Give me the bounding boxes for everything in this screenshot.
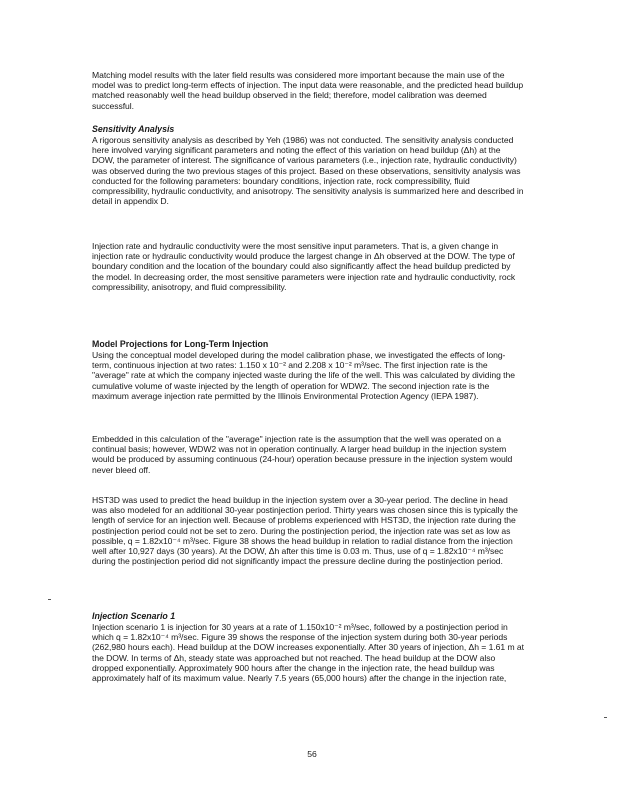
paragraph-injection-rates: Using the conceptual model developed during the model calibration phase, we investigated the effects of long-term, continuous injection at two rates: 1.150 x 10⁻² and 2.208 x 10⁻² m³/sec. The first injection rate is the "average" rate at which the company injected waste during the life of the well. This was calculated by dividing the cumulative volume of waste injected by the length of operation for WDW2. The second injection rate is the maximum average injection rate permitted by the Illinois Environmental Protection Agency (IEPA 1987). xyxy=(92,350,515,401)
paragraph-scenario-1: Injection scenario 1 is injection for 30 years at a rate of 1.150x10⁻² m³/sec, followed by a postinjection period in which q = 1.82x10⁻⁴ m³/sec. Figure 39 shows the response of the injection system during both 30-year periods (262,980 hours each). Head buildup at the DOW increases exponentially. After 30 years of injection, Δh = 1.61 m at the DOW. In terms of Δh, steady state was approached but not reached. The head buildup at the DOW also dropped exponentially. Approximately 900 hours after the change in the injection rate, the head buildup was approximately half of its maximum value. Nearly 7.5 years (65,000 hours) after the change in the injection rate, xyxy=(92,622,524,684)
scan-margin-mark xyxy=(48,599,51,600)
paragraph-average-rate-assumption: Embedded in this calculation of the "average" injection rate is the assumption that the well was operated on a continual basis; however, WDW2 was not in operation continually. A larger head buildup in the injection system would be produced by assuming continuous (24-hour) operation because pressure in the injection system would never bleed off. xyxy=(92,434,513,475)
scan-margin-mark xyxy=(604,717,607,718)
heading-model-projections: Model Projections for Long-Term Injection xyxy=(92,339,269,349)
paragraph-sensitivity-method: A rigorous sensitivity analysis as described by Yeh (1986) was not conducted. The sensitivity analysis conducted here involved varying significant parameters and noting the effect of this variation on head buildup (Δh) at the DOW, the parameter of interest. The significance of various parameters (i.e., injection rate, hydraulic conductivity) was observed during the two previous stages of this project. Based on these observations, sensitivity analysis was conducted for the following parameters: boundary conditions, injection rate, rock compressibility, fluid compressibility, hydraulic conductivity, and anisotropy. The sensitivity analysis is summarized here and described in detail in appendix D. xyxy=(92,135,524,207)
heading-sensitivity-analysis: Sensitivity Analysis xyxy=(92,124,175,134)
heading-injection-scenario-1: Injection Scenario 1 xyxy=(92,611,176,621)
paragraph-hst3d-prediction: HST3D was used to predict the head buildup in the injection system over a 30-year period. The decline in head was also modeled for an additional 30-year postinjection period. Thirty years was chosen since this is typically the length of service for an injection well. Because of problems experienced with HST3D, the injection rate during the postinjection period could not be set to zero. During the postinjection period, the injection rate was set as low as possible, q = 1.82x10⁻⁴ m³/sec. Figure 38 shows the head buildup in relation to radial distance from the injection well after 10,927 days (30 years). At the DOW, Δh after this time is 0.03 m. Thus, use of q = 1.82x10⁻⁴ m³/sec during the postinjection period did not significantly impact the pressure decline during the postinjection period. xyxy=(92,495,518,567)
paragraph-sensitivity-results: Injection rate and hydraulic conductivity were the most sensitive input parameters. That is, a given change in injection rate or hydraulic conductivity would produce the largest change in Δh observed at the DOW. The type of boundary condition and the location of the boundary could also significantly affect the head buildup predicted by the model. In decreasing order, the most sensitive parameters were injection rate and hydraulic conductivity, rock compressibility, anisotropy, and fluid compressibility. xyxy=(92,241,516,292)
page-number: 56 xyxy=(307,749,317,759)
paragraph-calibration-conclusion: Matching model results with the later field results was considered more important because the main use of the model was to predict long-term effects of injection. The input data were reasonable, and the predicted head buildup matched reasonably well the head buildup observed in the field; therefore, model calibration was deemed successful. xyxy=(92,70,524,111)
